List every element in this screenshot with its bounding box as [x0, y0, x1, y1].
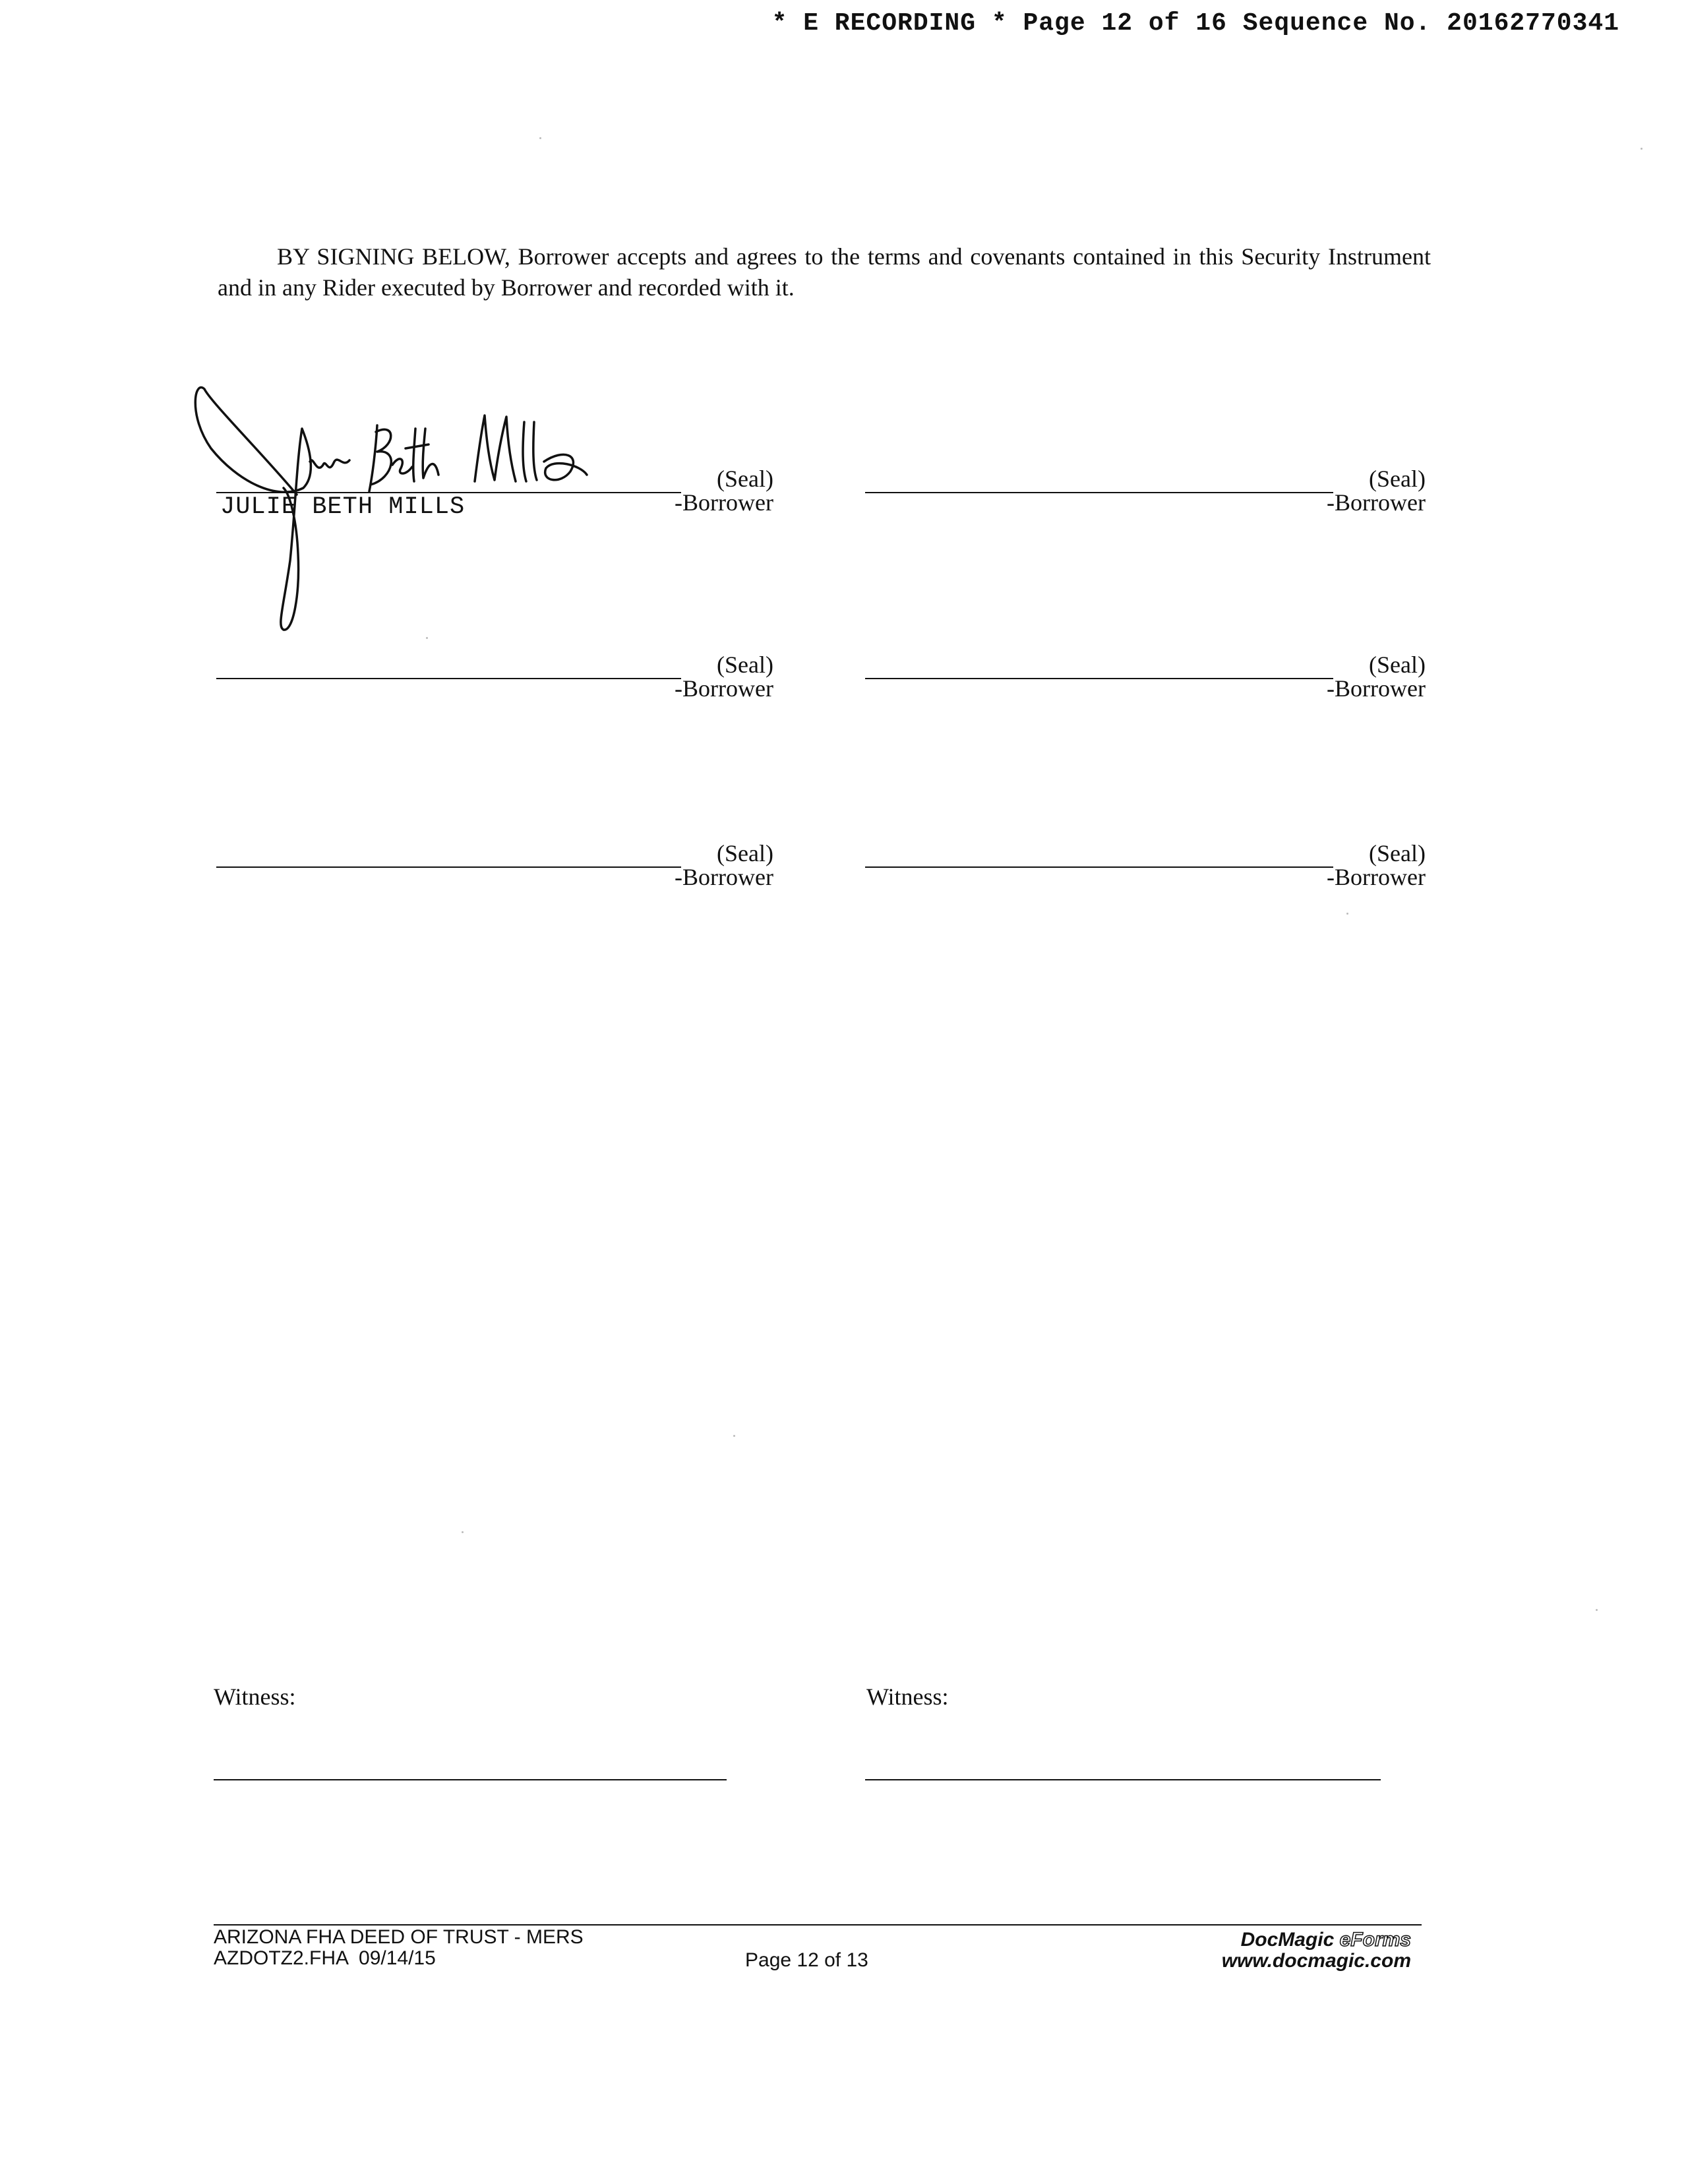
signature-block-2: [865, 467, 1426, 520]
witness-label-left: Witness:: [214, 1684, 296, 1710]
signature-line: [865, 492, 1333, 493]
seal-label: (Seal): [717, 840, 773, 866]
borrower-role-label: -Borrower: [1327, 675, 1426, 702]
borrower-role-label: -Borrower: [1327, 489, 1426, 516]
signature-block-5: [216, 841, 773, 894]
handwritten-signature: [185, 376, 593, 640]
brand-url: www.docmagic.com: [1221, 1950, 1411, 1972]
scan-speck: [539, 137, 541, 139]
signature-block-6: [865, 841, 1426, 894]
form-code: AZDOTZ2.FHA 09/14/15: [214, 1947, 436, 1969]
witness-line-left: [214, 1779, 727, 1780]
seal-label: (Seal): [1369, 466, 1426, 492]
page-number: Page 12 of 13: [745, 1949, 868, 1971]
seal-label: (Seal): [1369, 840, 1426, 866]
footer-rule: [214, 1924, 1422, 1926]
brand-name: DocMagic: [1240, 1929, 1335, 1951]
scan-speck: [1596, 1609, 1598, 1611]
seal-label: (Seal): [717, 652, 773, 678]
witness-line-right: [865, 1779, 1381, 1780]
seal-label: (Seal): [717, 466, 773, 492]
scan-speck: [1641, 148, 1643, 150]
footer-form-info: [214, 1927, 584, 1969]
scan-speck: [462, 1531, 464, 1533]
signature-line: [865, 678, 1333, 679]
scan-speck: [1346, 913, 1348, 915]
signature-line: [865, 866, 1333, 868]
borrower-role-label: -Borrower: [675, 489, 773, 516]
signature-line: [216, 678, 681, 679]
scan-speck: [733, 1435, 735, 1437]
borrower-role-label: -Borrower: [1327, 864, 1426, 890]
signature-block-4: [865, 653, 1426, 706]
borrower-typed-name: JULIE BETH MILLS: [220, 493, 466, 521]
seal-label: (Seal): [1369, 652, 1426, 678]
brand-eforms: eForms: [1339, 1929, 1411, 1951]
witness-label-right: Witness:: [866, 1684, 949, 1710]
form-title: ARIZONA FHA DEED OF TRUST - MERS: [214, 1926, 584, 1948]
borrower-role-label: -Borrower: [675, 864, 773, 890]
signature-block-3: [216, 653, 773, 706]
recording-header: * E RECORDING * Page 12 of 16 Sequence No. 20162770341: [771, 9, 1619, 38]
borrower-role-label: -Borrower: [675, 675, 773, 702]
signing-statement-text: BY SIGNING BELOW, Borrower accepts and agrees to the terms and covenants contained in this Security Instrument and in any Rider executed by Borrower and recorded with it.: [218, 243, 1431, 301]
signing-statement: [218, 241, 1431, 303]
docmagic-brand: [1222, 1929, 1411, 1972]
signature-line: [216, 866, 681, 868]
scan-speck: [426, 637, 428, 639]
